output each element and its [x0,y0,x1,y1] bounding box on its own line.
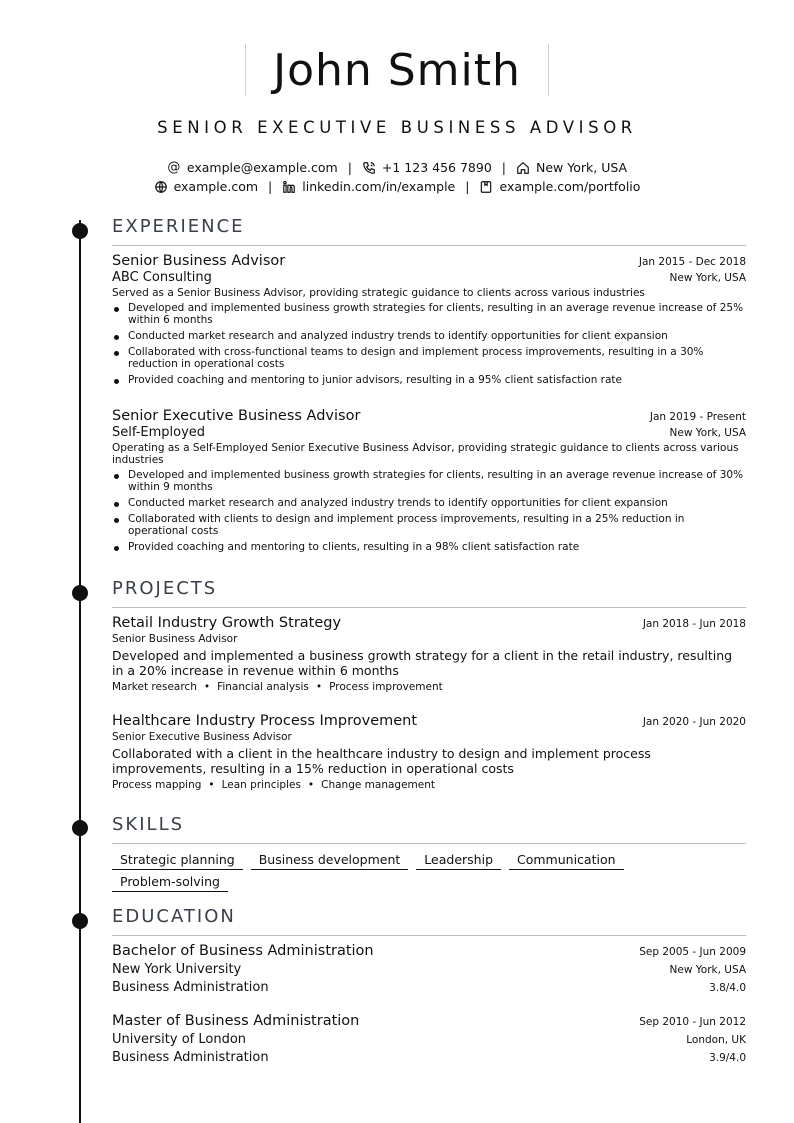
contact-linkedin[interactable] [282,179,455,194]
contact-row-1 [0,160,794,175]
skill-tag: Problem-solving [112,874,228,892]
contact-email[interactable] [167,160,338,175]
school-location: London, UK [686,1034,746,1046]
job-bullets [112,302,746,386]
at-icon: @ [167,159,181,175]
school-name: New York University [112,962,242,977]
section-title: SKILLS [112,814,185,835]
job-role: Senior Executive Business Advisor [112,408,361,424]
list-item: Conducted market research and analyzed industry trends to identify opportunities for client expansion [112,497,746,509]
section-title: EDUCATION [112,906,236,927]
experience-entry-2 [112,408,746,557]
contact-row-2 [0,179,794,194]
portfolio-text: example.com/portfolio [499,179,641,194]
school-name: University of London [112,1032,247,1047]
name-frame [245,44,549,96]
skill-tag: Business development [251,852,409,870]
candidate-title: SENIOR EXECUTIVE BUSINESS ADVISOR [157,118,637,137]
list-item: Developed and implemented business growth strategies for clients, resulting in an average revenue increase of 25% within 6 months [112,302,746,326]
education-date: Sep 2010 - Jun 2012 [639,1016,746,1028]
linkedin-text: linkedin.com/in/example [302,179,456,194]
field-of-study: Business Administration [112,980,269,995]
project-tag: Financial analysis [217,681,309,693]
project-entry-2 [112,713,746,791]
job-location: New York, USA [669,427,746,439]
timeline-dot-experience [72,223,88,239]
skill-tag: Communication [509,852,624,870]
separator: | [268,179,273,194]
home-icon [516,161,530,175]
gpa: 3.8/4.0 [709,982,746,994]
degree-name: Master of Business Administration [112,1013,360,1029]
education-entry-1 [112,943,746,995]
skill-tag: Leadership [416,852,501,870]
project-date: Jan 2018 - Jun 2018 [642,618,746,630]
job-location: New York, USA [669,272,746,284]
timeline-dot-skills [72,820,88,836]
section-title: EXPERIENCE [112,216,245,237]
timeline-line [79,220,81,1123]
school-location: New York, USA [669,964,746,976]
skills-list [112,852,746,892]
phone-icon [362,161,376,175]
list-item: Provided coaching and mentoring to junior advisors, resulting in a 95% client satisfaction rate [112,374,746,386]
project-entry-1 [112,615,746,693]
project-name: Healthcare Industry Process Improvement [112,713,418,729]
experience-entry-1 [112,253,746,390]
candidate-name: John Smith [273,44,521,96]
linkedin-icon [282,180,296,194]
phone-text: +1 123 456 7890 [381,160,492,175]
project-name: Retail Industry Growth Strategy [112,615,342,631]
job-bullets [112,469,746,553]
section-experience [112,216,746,246]
portfolio-icon [479,180,493,194]
section-title: PROJECTS [112,578,218,599]
project-tag: Process mapping [112,779,202,791]
project-tag: Process improvement [329,681,443,693]
project-tag: Market research [112,681,197,693]
list-item: Provided coaching and mentoring to clients, resulting in a 98% client satisfaction rate [112,541,746,553]
gpa: 3.9/4.0 [709,1052,746,1064]
globe-icon [154,180,168,194]
skill-tag: Strategic planning [112,852,243,870]
job-role: Senior Business Advisor [112,253,286,269]
project-role: Senior Business Advisor [112,633,238,645]
project-tags: Process mapping • Lean principles • Change management [112,779,435,791]
section-education [112,906,746,936]
contact-phone[interactable] [362,160,492,175]
education-date: Sep 2005 - Jun 2009 [639,946,746,958]
project-tag: Lean principles [221,779,301,791]
job-date: Jan 2019 - Present [649,411,746,423]
job-company: Self-Employed [112,425,206,440]
contact-location [516,160,627,175]
location-text: New York, USA [536,160,628,175]
project-tag: Change management [321,779,435,791]
job-company: ABC Consulting [112,270,212,285]
job-summary: Operating as a Self-Employed Senior Executive Business Advisor, providing strategic guidance to clients across various industries [112,442,739,466]
timeline-dot-education [72,913,88,929]
section-projects [112,578,746,608]
degree-name: Bachelor of Business Administration [112,943,374,959]
education-entry-2 [112,1013,746,1065]
job-date: Jan 2015 - Dec 2018 [638,256,746,268]
email-text: example@example.com [186,160,338,175]
list-item: Conducted market research and analyzed industry trends to identify opportunities for client expansion [112,330,746,342]
list-item: Collaborated with clients to design and implement process improvements, resulting in a 25% reduction in operational costs [112,513,746,537]
website-text: example.com [173,179,259,194]
project-tags: Market research • Financial analysis • Process improvement [112,681,443,693]
separator: | [347,160,352,175]
timeline-dot-projects [72,585,88,601]
field-of-study: Business Administration [112,1050,269,1065]
separator: | [501,160,507,175]
project-role: Senior Executive Business Advisor [112,731,292,743]
contact-website[interactable] [154,179,258,194]
project-date: Jan 2020 - Jun 2020 [642,716,746,728]
job-summary: Served as a Senior Business Advisor, providing strategic guidance to clients across various industries [112,287,645,299]
separator: | [465,179,470,194]
project-description: Developed and implemented a business growth strategy for a client in the retail industry, resulting in a 20% increase in revenue within 6 months [112,648,733,678]
contact-portfolio[interactable] [479,179,640,194]
section-skills [112,814,746,844]
list-item: Collaborated with cross-functional teams to design and implement process improvements, resulting in a 30% reduction in operational costs [112,346,746,370]
project-description: Collaborated with a client in the healthcare industry to design and implement process improvements, resulting in a 15% reduction in operational costs [112,746,651,776]
list-item: Developed and implemented business growth strategies for clients, resulting in an average revenue increase of 30% within 9 months [112,469,746,493]
